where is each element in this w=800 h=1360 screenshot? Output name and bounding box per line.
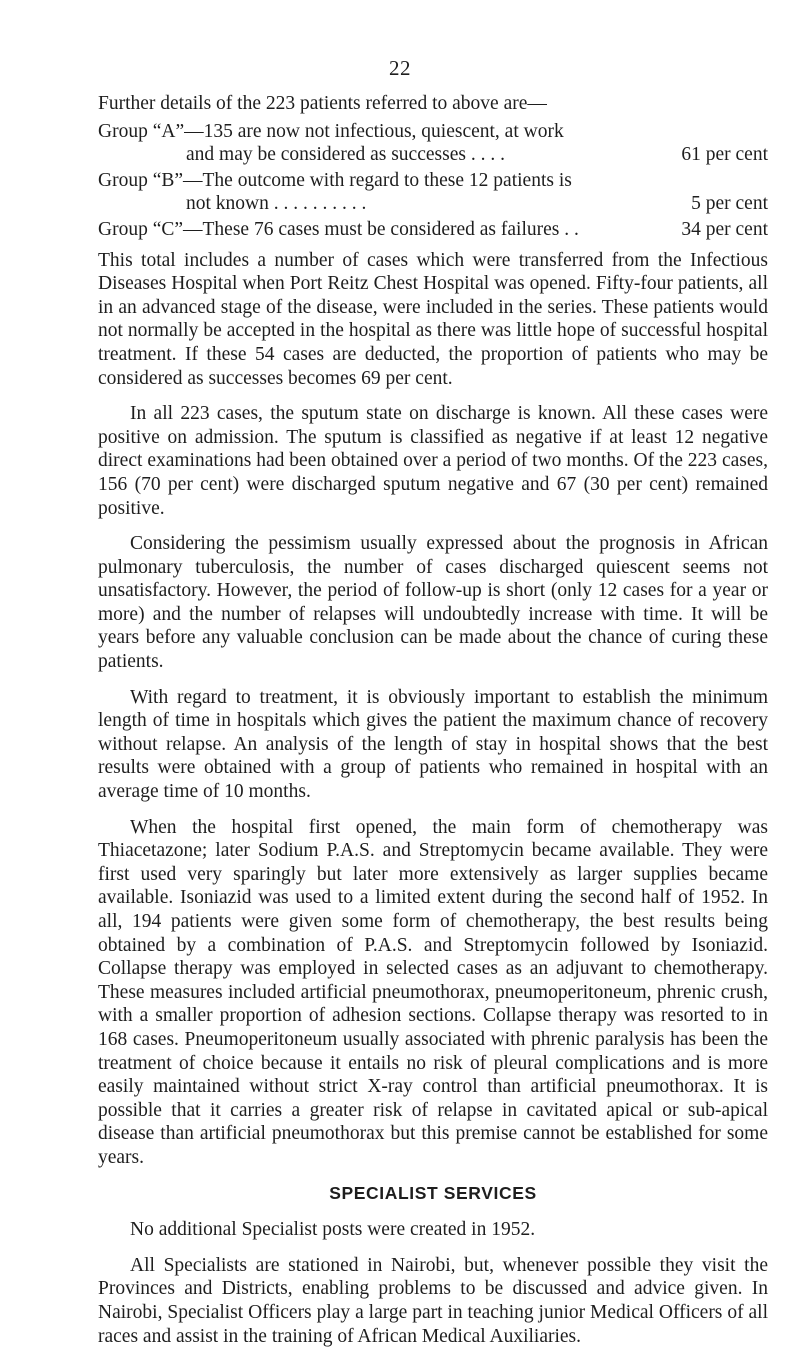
group-c-line1: Group “C”—These 76 cases must be considered as failures . . [98, 218, 579, 240]
paragraph-pessimism: Considering the pessimism usually expressed about the prognosis in African pulmonary tuberculosis, the number of cases discharged quiescent seems not unsatisfactory. However, the period of follow-up is short (only 12 cases for a year or more) and the number of relapses will undoubtedly increase with time. It will be years before any valuable conclusion can be made about the chance of curing these patients. [98, 533, 768, 673]
paragraph-sputum-state: In all 223 cases, the sputum state on discharge is known. All these cases were positive on admission. The sputum is classified as negative if at least 12 negative direct examinations had been obtained over a period of two months. Of the 223 cases, 156 (70 per cent) were discharged sputum negative and 67 (30 per cent) remained positive. [98, 403, 768, 519]
group-b-row [98, 169, 768, 216]
group-b-line1: Group “B”—The outcome with regard to these 12 patients is [98, 169, 572, 191]
page-number: 22 [389, 56, 411, 80]
paragraph-specialist-posts: No additional Specialist posts were created in 1952. [130, 1219, 536, 1241]
group-a-text [98, 120, 663, 167]
group-b-line2: not known . . . . . . . . . . [186, 193, 367, 215]
group-a-row [98, 120, 768, 167]
group-a-percent: 61 per cent [681, 144, 768, 166]
group-b-text [98, 169, 663, 216]
page-content [98, 92, 768, 1360]
paragraph-chemotherapy: When the hospital first opened, the main form of chemotherapy was Thiacetazone; later Sodium P.A.S. and Streptomycin became available. They were first used very sparingly but later more extensively as larger supplies became available. Isoniazid was used to a limited extent during the second half of 1952. In all, 194 patients were given some form of chemotherapy, the best results being obtained by a combination of P.A.S. and Streptomycin followed by Isoniazid. Collapse therapy was employed in selected cases as an adjuvant to chemotherapy. These measures included artificial pneumothorax, pneumoperitoneum, phrenic crush, with a smaller proportion of adhesion sections. Collapse therapy was resorted to in 168 cases. Pneumoperitoneum usually associated with phrenic paralysis has been the treatment of choice because it entails no risk of pleural complications and is more easily maintained without strict X-ray control than artificial pneumothorax. It is possible that it carries a greater risk of relapse in cavitated apical or sub-apical disease than artificial pneumothorax but this premise cannot be established for some years. [98, 816, 768, 1168]
paragraph-specialists-stationed: All Specialists are stationed in Nairobi, but, whenever possible they visit the Provinces and Districts, enabling problems to be discussed and advice given. In Nairobi, Specialist Officers play a large part in teaching junior Medical Officers of all races and assist in the training of African Medical Auxiliaries. [98, 1254, 768, 1347]
paragraph-treatment: With regard to treatment, it is obviously important to establish the minimum length of time in hospitals which gives the patient the maximum chance of recovery without relapse. An analysis of the length of stay in hospital shows that the best results were obtained with a group of patients who remained in hospital with an average time of 10 months. [98, 686, 768, 803]
group-a-line2: and may be considered as successes . . . . [186, 144, 505, 166]
group-c-text [98, 218, 663, 242]
group-c-row [98, 218, 768, 242]
outcome-group-list [98, 120, 768, 242]
paragraph-total-includes: This total includes a number of cases which were transferred from the Infectious Diseases Hospital when Port Reitz Chest Hospital was opened. Fifty-four patients, all in an advanced stage of the disease, were included in the series. These patients would not normally be accepted in the hospital as there was little hope of successful hospital treatment. If these 54 cases are deducted, the proportion of patients who may be considered as successes becomes 69 per cent. [98, 249, 768, 389]
group-a-line1: Group “A”—135 are now not infectious, quiescent, at work [98, 120, 564, 142]
group-c-percent: 34 per cent [681, 218, 768, 240]
group-b-percent: 5 per cent [691, 193, 768, 215]
section-heading: SPECIALIST SERVICES [329, 1182, 537, 1203]
intro-text: Further details of the 223 patients referred to above are— [98, 93, 547, 114]
